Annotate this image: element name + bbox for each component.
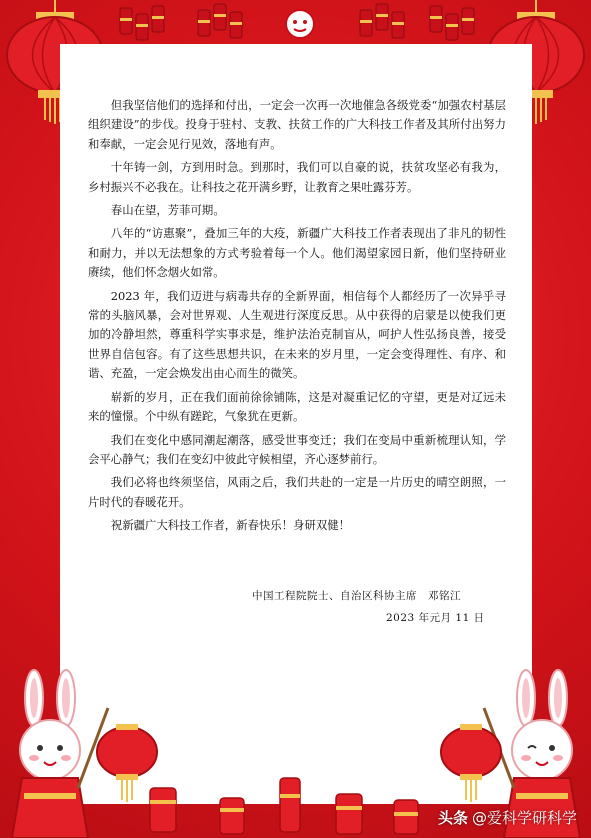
letter-paragraph: 八年的“访惠聚”，叠加三年的大疫，新疆广大科技工作者表现出了非凡的韧性和耐力，并以无法想象的方式考验着每一个人。他们渴望家园日新，他们坚持研业赓续，他们怀念烟火如常。 (88, 226, 506, 280)
letter-paragraph: 我们必将也终须坚信，风雨之后，我们共赴的一定是一片历史的晴空朗照，一片时代的春暖花开。 (88, 475, 506, 509)
bottom-firecrackers-icon (140, 770, 440, 838)
letter-date: 2023 年元月 11 日 (386, 612, 485, 624)
watermark (438, 807, 577, 828)
bottom-right-lantern-icon (436, 714, 506, 804)
letter-paragraph: 十年铸一剑，方到用时急。到那时，我们可以自豪的说，扶贫攻坚必有我为，乡村振兴不必我在。让科技之花开满乡野，让教育之果吐露芬芳。 (88, 160, 506, 194)
watermark-brand: 头条 (437, 809, 468, 827)
letter-paragraph: 祝新疆广大科技工作者，新春快乐！身研双健！ (110, 518, 351, 533)
watermark-account: @爱科学研科学 (471, 809, 577, 827)
letter-body (88, 96, 506, 540)
letter-paragraph: 2023 年，我们迈进与病毒共存的全新界面，相信每个人都经历了一次异乎寻常的头脑风暴，会对世界观、人生观进行深度反思。从中获得的启蒙是以使我们更加的冷静坦然，尊重科学实事求是，维护法治克制盲从，呵护人性弘扬良善，接受世界自信包容。有了这些思想共识，在未来的岁月里，一定会变得理性、有序、和谐、充盈，一定会焕发出由心而生的微笑。 (88, 288, 506, 381)
letter-paragraph: 春山在望，芳菲可期。 (110, 203, 225, 218)
letter-paragraph: 崭新的岁月，正在我们面前徐徐铺陈，这是对凝重记忆的守望，更是对辽远未来的憧憬。个中纵有蹉跎，气象犹在更新。 (88, 389, 506, 424)
letter-paragraph: 我们在变化中感同潮起潮落，感受世事变迁；我们在变局中重新梳理认知，学会平心静气；我们在变幻中彼此守候相望，齐心逐梦前行。 (88, 432, 506, 466)
signature: 中国工程院院士、自治区科协主席 邓铭江 (252, 590, 461, 602)
letter-paragraph: 但我坚信他们的选择和付出，一定会一次再一次地催急各级党委“加强农村基层组织建设”的步伐。投身于驻村、支教、扶贫工作的广大科技工作者及其所付出努力和奉献，一定会见行见效，落地有声。 (88, 98, 506, 151)
